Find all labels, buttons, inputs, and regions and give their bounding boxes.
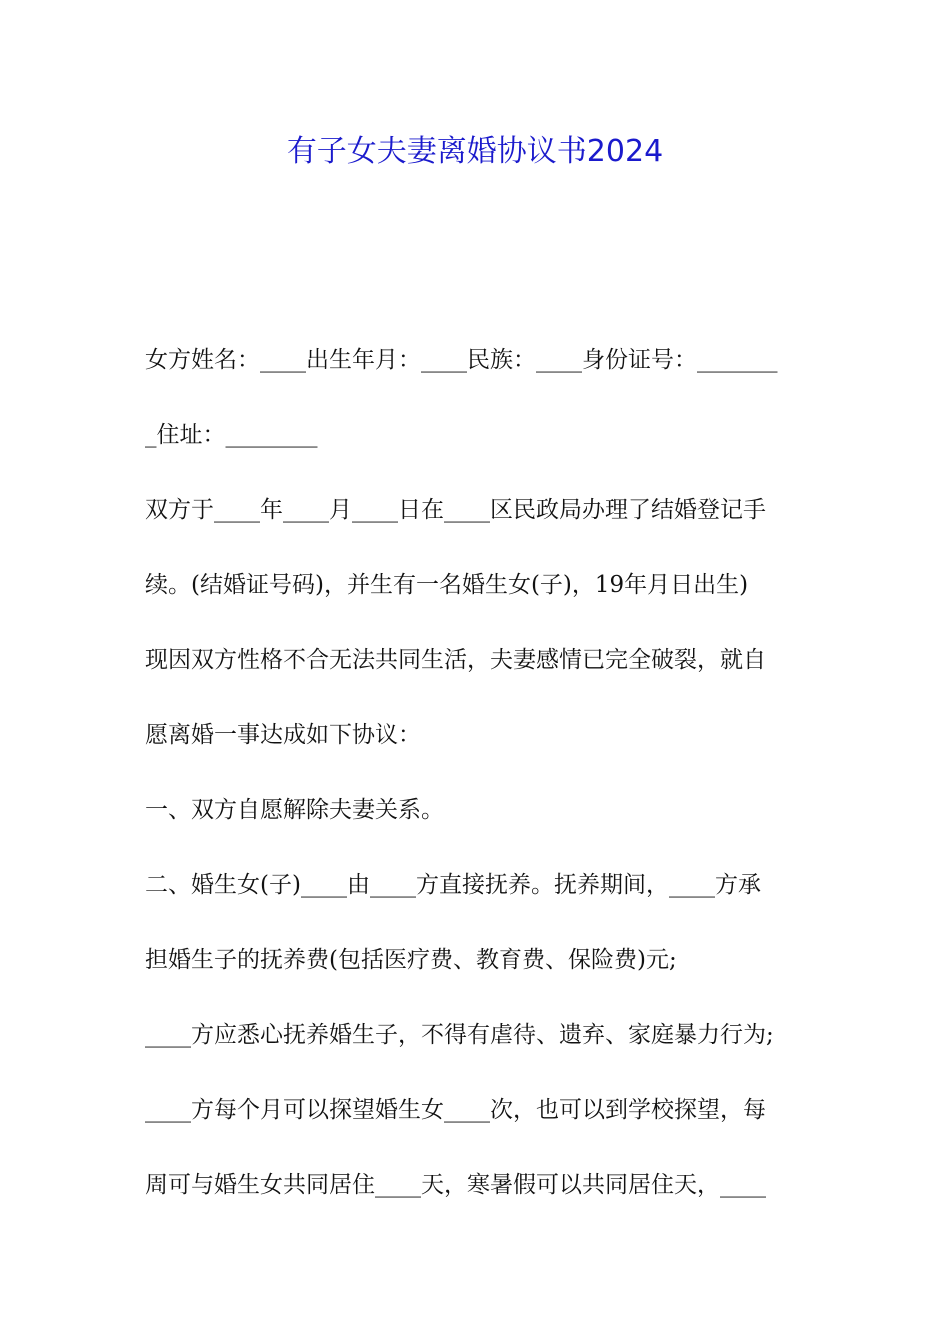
body-line-9: 担婚生子的抚养费(包括医疗费、教育费、保险费)元; <box>145 947 677 973</box>
body-line-7: 一、双方自愿解除夫妻关系。 <box>145 797 444 823</box>
document-title: 有子女夫妻离婚协议书2024 <box>286 134 664 169</box>
body-line-10: ____方应悉心抚养婚生子，不得有虐待、遗弃、家庭暴力行为; <box>145 1022 774 1048</box>
body-line-11: ____方每个月可以探望婚生女____次，也可以到学校探望，每 <box>145 1097 766 1123</box>
body-line-12: 周可与婚生女共同居住____天，寒暑假可以共同居住天，____ <box>145 1172 766 1198</box>
body-line-3: 双方于____年____月____日在____区民政局办理了结婚登记手 <box>145 497 766 523</box>
body-line-1: 女方姓名：____出生年月：____民族：____身份证号：_______ <box>145 347 778 373</box>
body-line-2: _住址：________ <box>145 422 318 448</box>
body-line-8: 二、婚生女(子)____由____方直接抚养。抚养期间，____方承 <box>145 872 761 898</box>
body-line-6: 愿离婚一事达成如下协议： <box>145 722 421 748</box>
body-line-5: 现因双方性格不合无法共同生活，夫妻感情已完全破裂，就自 <box>145 647 766 673</box>
document-body <box>145 340 815 1240</box>
body-line-4: 续。(结婚证号码)，并生有一名婚生女(子)，19年月日出生) <box>145 572 749 598</box>
